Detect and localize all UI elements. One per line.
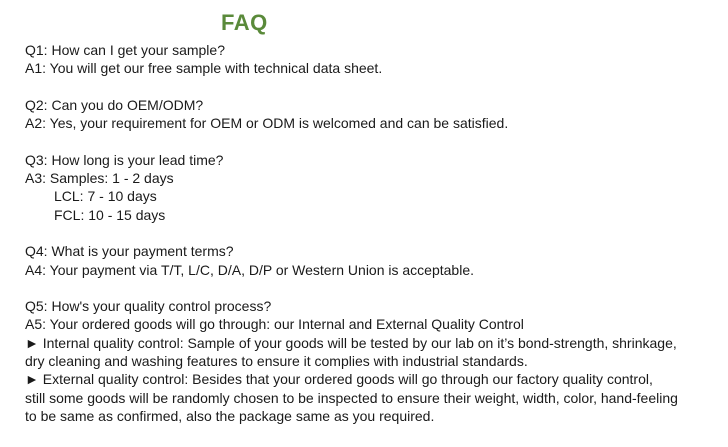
faq-question-1: Q1: How can I get your sample? [25, 42, 225, 58]
faq-question-3: Q3: How long is your lead time? [25, 151, 224, 168]
faq-question-2: Q2: Can you do OEM/ODM? [25, 96, 204, 113]
faq-question-4: Q4: What is your payment terms? [25, 243, 234, 260]
faq-answer-5-external-line-3: to be same as confirmed, also the package same as you required. [25, 407, 435, 424]
spacer [25, 224, 725, 242]
faq-answer-1: A1: You will get our free sample with technical data sheet. [25, 60, 383, 77]
spacer [25, 78, 725, 96]
faq-content [25, 41, 725, 425]
faq-answer-2: A2: Yes, your requirement for OEM or ODM is welcomed and can be satisfied. [25, 115, 509, 132]
faq-answer-5-external-line-2: still some goods will be randomly chosen to be inspected to ensure their weight, width, color, hand-feeling [25, 389, 678, 406]
page-title: FAQ [221, 10, 268, 35]
faq-answer-5-internal-line-1: ► Internal quality control: Sample of your goods will be tested by our lab on it’s bond-strength, shrinkage, [25, 334, 677, 351]
faq-answer-5: A5: Your ordered goods will go through: our Internal and External Quality Control [25, 316, 524, 333]
faq-answer-5-internal-line-2: dry cleaning and washing features to ensure it complies with industrial standards. [25, 353, 528, 370]
spacer [25, 279, 725, 297]
spacer [25, 132, 725, 150]
faq-answer-3-lcl: LCL: 7 - 10 days [54, 188, 157, 205]
faq-answer-3-samples: A3: Samples: 1 - 2 days [25, 170, 174, 187]
faq-question-5: Q5: How's your quality control process? [25, 298, 272, 315]
faq-answer-5-external-line-1: ► External quality control: Besides that your ordered goods will go through our factory quality control, [25, 371, 653, 388]
faq-answer-4: A4: Your payment via T/T, L/C, D/A, D/P or Western Union is acceptable. [25, 261, 474, 278]
faq-answer-3-fcl: FCL: 10 - 15 days [54, 206, 166, 223]
